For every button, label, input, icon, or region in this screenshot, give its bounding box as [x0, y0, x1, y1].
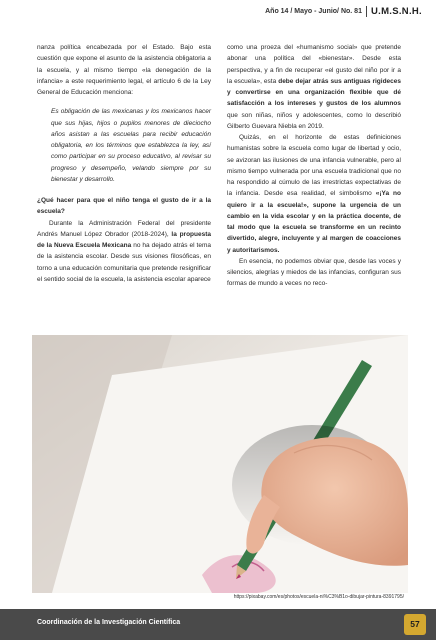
header-divider	[366, 6, 367, 17]
right-paragraph-2	[227, 132, 401, 256]
page-header	[265, 6, 422, 17]
page-footer	[0, 609, 436, 640]
photo-illustration	[32, 335, 408, 593]
right-paragraph-3: En esencia, no podemos obviar que, desde las voces y silencios, alegrías y miedos de las infancias, configuran sus formas de mundo a veces no reco-	[227, 257, 401, 288]
text-run: Quizás, en el horizonte de estas definiciones humanistas sobre la escuela como lugar de libertad y ocio, se avizoran las ilusiones de una infancia vulnerable, pero al mismo tiempo vulnerada por una escuela tradicional que no ha respondido al cúmulo de las irrestrictas expectativas de la infancia. Desde esa realidad, el simbolismo	[227, 134, 401, 198]
right-paragraph-1	[227, 42, 401, 132]
right-column	[227, 42, 401, 290]
text-run: no ha dejado atrás el tema de la asistencia escolar. Desde sus visiones filosóficas, en torno a una educación comunitaria que pretende resignificar el sentido social de la escuela, la asistencia escolar aparece	[37, 242, 211, 283]
left-paragraph-1: nanza política encabezada por el Estado. Bajo esta cuestión que expone el asunto de la asistencia obligatoria a la escuela, y al mismo tiempo «la denegación de la infancia» a este requerimiento legal, el artículo 6 de la Ley General de Educación menciona:	[37, 44, 211, 96]
left-paragraph-2	[37, 218, 211, 286]
institution-name: U.M.S.N.H.	[370, 6, 422, 17]
bold-text-run: «¡Ya no quiero ir a la escuela!», supone la urgencia de un cambio en la vida escolar y en la práctica docente, de tal modo que la escuela se transforme en un recinto divertido, alegre, incluyente y al margen de coacciones y autoritarismos.	[227, 190, 401, 254]
issue-info: Año 14 / Mayo - Junio/ No. 81	[265, 8, 362, 15]
law-quote: Es obligación de las mexicanas y los mexicanos hacer que sus hijas, hijos o pupilos menores de dieciocho años asistan a las escuelas para recibir educación obligatoria, en los términos que establezca la ley, así como participar en su proceso educativo, al revisar su progreso y desempeño, velando siempre por su bienestar y desarrollo.	[51, 108, 211, 183]
bold-text-run: la propuesta de la Nueva Escuela Mexicana	[37, 230, 211, 249]
photo-credit: https://pixabay.com/es/photos/escuela-ni%C3%B1o-dibujar-pintura-8391795/	[233, 594, 404, 600]
text-run: que son niñas, niños y adolescentes, como lo describió Gilberto Guevara Niebla en 2019.	[227, 111, 401, 130]
text-run: Durante la Administración Federal del presidente Andrés Manuel López Obrador (2018-2024),	[37, 219, 211, 238]
section-subheading: ¿Qué hacer para que el niño tenga el gusto de ir a la escuela?	[37, 197, 211, 216]
text-run: como una proeza del «humanismo social» que pretende abonar una política del «bienestar». Desde esta perspectiva, y a fin de recuperar «el gusto del niño por ir a la escuela», esta	[227, 44, 401, 85]
footer-title: Coordinación de la Investigación Científica	[37, 619, 181, 626]
child-drawing-photo	[32, 335, 408, 593]
left-column	[37, 42, 211, 285]
page-number: 57	[410, 619, 420, 629]
bold-text-run: debe dejar atrás sus antiguas rigideces y convertirse en una organización flexible que dé satisfacción a los intereses y gustos de los alumnos	[227, 77, 401, 108]
